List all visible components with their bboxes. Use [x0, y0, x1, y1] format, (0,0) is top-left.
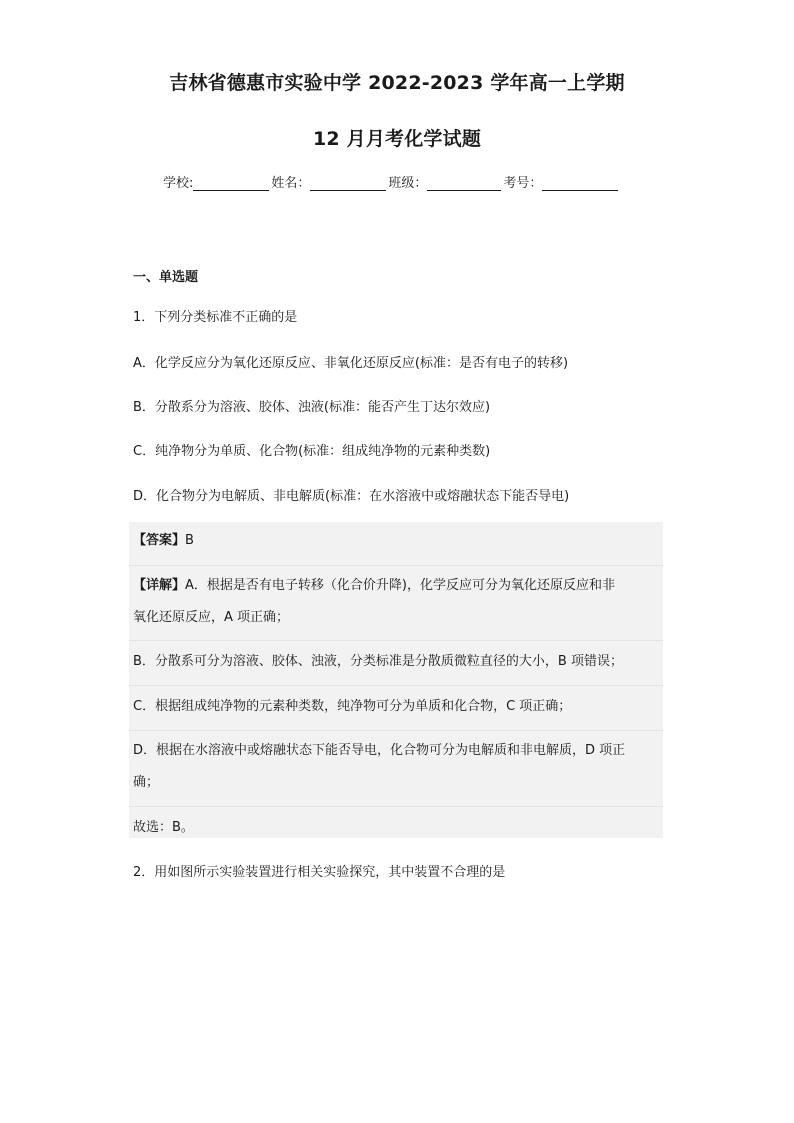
detail-line-d-1: D．根据在水溶液中或熔融状态下能否导电，化合物可分为电解质和非电解质，D 项正: [133, 743, 626, 758]
detail-line-c: C．根据组成纯净物的元素种类数，纯净物可分为单质和化合物，C 项正确；: [133, 699, 572, 714]
detail-conclusion: 故选：B。: [133, 820, 194, 835]
school-blank: [193, 176, 269, 191]
divider: [129, 730, 663, 731]
section-heading: 一、单选题: [133, 270, 199, 285]
class-blank: [427, 176, 501, 191]
detail-line-b: B．分散系可分为溶液、胶体、浊液，分类标准是分散质微粒直径的大小，B 项错误；: [133, 654, 623, 669]
divider: [129, 685, 663, 686]
detail-line-d-2: 确；: [133, 775, 160, 790]
name-label: 姓名：: [271, 176, 311, 191]
name-blank: [310, 176, 386, 191]
exam-number-blank: [542, 176, 618, 191]
document-title-line-1: 吉林省德惠市实验中学 2022-2023 学年高一上学期: [169, 72, 625, 94]
detail-label: 【详解】: [133, 578, 186, 593]
document-title-line-2: 12 月月考化学试题: [312, 128, 482, 150]
divider: [129, 806, 663, 807]
answer-value: B: [185, 533, 194, 548]
answer-label: 【答案】: [133, 533, 186, 548]
question-1-stem: 1．下列分类标准不正确的是: [133, 310, 298, 325]
school-label: 学校:: [163, 176, 194, 191]
divider: [129, 565, 663, 566]
question-2-stem: 2．用如图所示实验装置进行相关实验探究，其中装置不合理的是: [133, 865, 506, 880]
question-1-option-d: D．化合物分为电解质、非电解质(标准：在水溶液中或熔融状态下能否导电): [133, 489, 570, 504]
student-info-row: [163, 172, 620, 191]
answer-line: [133, 529, 194, 548]
exam-number-label: 考号：: [503, 176, 543, 191]
detail-line-1: [133, 574, 615, 593]
detail-line-2: 氧化还原反应，A 项正确；: [133, 610, 290, 625]
divider: [129, 640, 663, 641]
question-1-option-c: C．纯净物分为单质、化合物(标准：组成纯净物的元素种类数): [133, 444, 491, 459]
class-label: 班级：: [388, 176, 428, 191]
detail-text-a: A．根据是否有电子转移（化合价升降)，化学反应可分为氧化还原反应和非: [185, 578, 615, 593]
answer-explanation-box: [129, 522, 663, 838]
question-1-option-b: B．分散系分为溶液、胶体、浊液(标准：能否产生丁达尔效应): [133, 400, 491, 415]
question-1-option-a: A．化学反应分为氧化还原反应、非氧化还原反应(标准：是否有电子的转移): [133, 356, 569, 371]
